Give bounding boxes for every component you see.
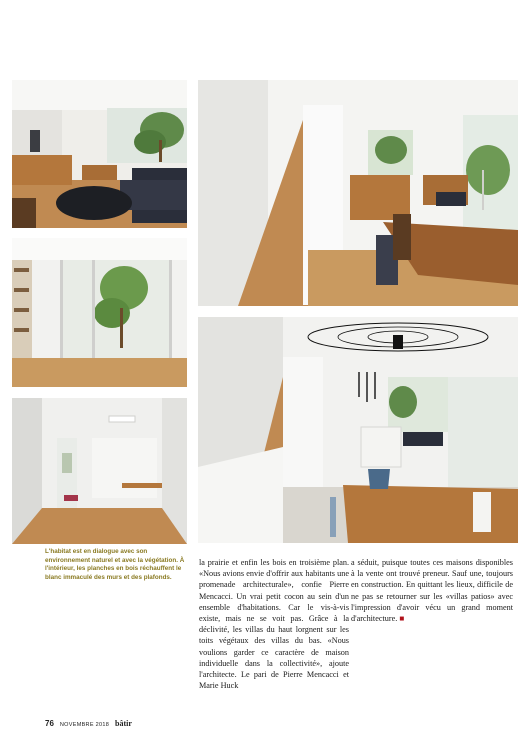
photo-living-room: [12, 80, 187, 228]
magazine-brand: bâtir: [115, 719, 132, 728]
article-column-1: [199, 557, 349, 691]
end-of-article-mark: ■: [399, 614, 405, 624]
issue-date: NOVEMBRE 2018: [59, 722, 110, 728]
photo-patio-view: [12, 238, 187, 387]
article-column-2: [351, 557, 513, 624]
photo-staircase-dining: [198, 80, 518, 306]
photo-pendant-kitchen: [198, 317, 518, 543]
article-text-1: la prairie et enfin les bois en troisième plan. «Nous avions envie d'offrir aux habitants une promenade architecturale», confie Pierre Mencacci. Un vrai petit cocon au sein d'un ensemble d'habitations. Car le vis-à-vis existe, mais ne se voit pas. Grâce à la déclivité, les villas du haut lorgnent sur les toits végétaux des villas du bas. «Nous voulions garder ce caractère de maison individuelle dans la collectivité», ajoute l'architecte. Le pari de Pierre Mencacci et Marie Huck: [199, 558, 349, 691]
photo-caption: L'habitat est en dialogue avec son environnement naturel et avec la végétation. À l'intérieur, les planches en bois réchauffent le blanc immaculé des murs et des plafonds.: [45, 548, 185, 581]
page-number: 76: [45, 719, 54, 728]
article-text-2-body: a séduit, puisque toutes ces maisons disponibles à la vente ont trouvé preneur. Sauf une, toujours en construction. En quittant les lieux, difficile de ne pas se retourner sur les «villas patios» avec l'impression d'avoir vécu un grand moment d'architecture.: [351, 558, 513, 624]
photo-hallway: [12, 398, 187, 544]
article-text-2: [351, 557, 513, 624]
page-footer: [45, 719, 132, 731]
